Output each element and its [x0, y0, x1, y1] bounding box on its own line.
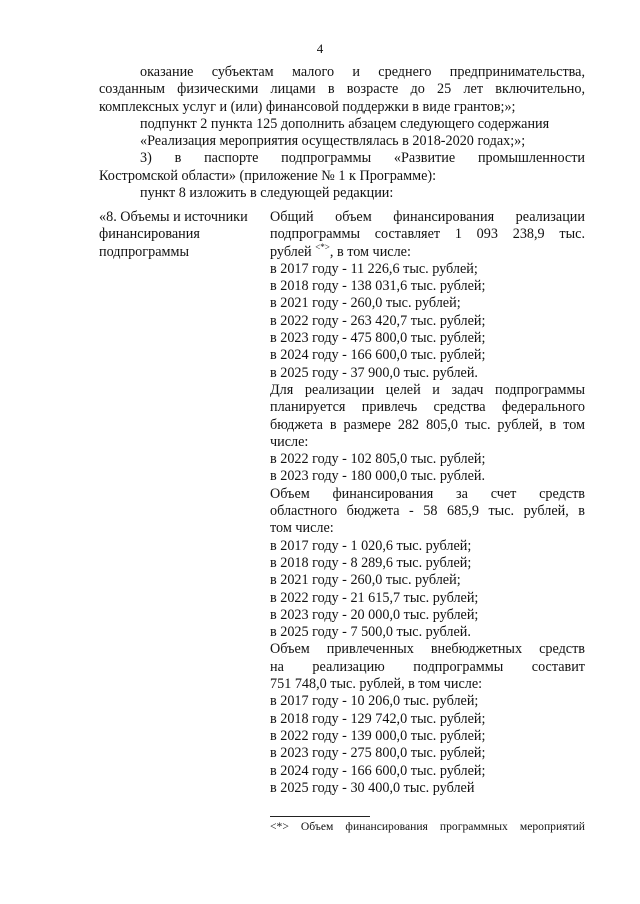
text-line: Объем финансирования за счет средств	[270, 485, 585, 502]
text-line: бюджета в размере 282 805,0 тыс. рублей, в том	[270, 416, 585, 433]
text-line: 751 748,0 тыс. рублей, в том числе:	[270, 676, 483, 693]
text-line: созданным физическими лицами в возрасте до 25 лет включительно,	[99, 81, 585, 98]
list-item: в 2022 году - 102 805,0 тыс. рублей;	[270, 451, 486, 468]
text-line: областного бюджета - 58 685,9 тыс. рублей, в	[270, 503, 585, 520]
list-item: в 2017 году - 11 226,6 тыс. рублей;	[270, 260, 478, 277]
text-line: Объем привлеченных внебюджетных средств	[270, 641, 585, 658]
footnote-mark: <*>	[315, 241, 330, 252]
label-line: подпрограммы	[99, 243, 189, 260]
text-line: пункт 8 изложить в следующей редакции:	[140, 185, 394, 202]
text-line: на реализацию подпрограммы составит	[270, 658, 585, 675]
list-item: в 2025 году - 7 500,0 тыс. рублей.	[270, 624, 471, 641]
list-item: в 2025 году - 30 400,0 тыс. рублей	[270, 779, 475, 796]
text-fragment: , в том числе:	[329, 243, 411, 260]
passport-item-label	[99, 209, 264, 261]
text-line: Общий объем финансирования реализации	[270, 209, 585, 225]
list-item: в 2022 году - 139 000,0 тыс. рублей;	[270, 727, 486, 744]
text-line: том числе:	[270, 520, 334, 537]
text-line: Костромской области» (приложение № 1 к Программе):	[99, 167, 437, 184]
text-line	[270, 241, 585, 261]
passport-item-value	[270, 209, 585, 797]
label-line: финансирования	[99, 226, 200, 243]
list-item: в 2022 году - 263 420,7 тыс. рублей;	[270, 312, 486, 329]
list-item: в 2018 году - 129 742,0 тыс. рублей;	[270, 710, 486, 727]
text-line: комплексных услуг и (или) финансовой поддержки в виде грантов;»;	[99, 98, 516, 115]
text-line: «Реализация мероприятия осуществлялась в 2018-2020 годах;»;	[140, 133, 526, 150]
list-item: в 2024 году - 166 600,0 тыс. рублей;	[270, 762, 486, 779]
footnote-text: <*> Объем финансирования программных мероприятий	[270, 820, 585, 833]
list-item: в 2018 году - 8 289,6 тыс. рублей;	[270, 554, 472, 571]
label-line: «8. Объемы и источники	[99, 209, 248, 225]
intro-text	[99, 64, 585, 202]
page-number: 4	[316, 41, 324, 56]
list-item: в 2025 году - 37 900,0 тыс. рублей.	[270, 364, 478, 381]
footnote-separator	[270, 816, 370, 817]
list-item: в 2024 году - 166 600,0 тыс. рублей;	[270, 347, 486, 364]
list-item: в 2022 году - 21 615,7 тыс. рублей;	[270, 589, 479, 606]
list-item: в 2021 году - 260,0 тыс. рублей;	[270, 295, 461, 312]
list-item: в 2023 году - 180 000,0 тыс. рублей.	[270, 468, 486, 485]
list-item: в 2018 году - 138 031,6 тыс. рублей;	[270, 278, 486, 295]
text-line: подпункт 2 пункта 125 дополнить абзацем следующего содержания	[140, 115, 550, 132]
list-item: в 2023 году - 275 800,0 тыс. рублей;	[270, 745, 486, 762]
list-item: в 2023 году - 20 000,0 тыс. рублей;	[270, 606, 479, 623]
text-line: числе:	[270, 433, 309, 450]
text-fragment: рублей	[270, 243, 316, 260]
text-line: Для реализации целей и задач подпрограммы	[270, 381, 585, 398]
text-line: 3) в паспорте подпрограммы «Развитие промышленности	[140, 150, 585, 167]
text-line: планируется привлечь средства федерального	[270, 399, 585, 416]
list-item: в 2017 году - 10 206,0 тыс. рублей;	[270, 693, 479, 710]
text-line: оказание субъектам малого и среднего предпринимательства,	[140, 64, 585, 80]
list-item: в 2023 году - 475 800,0 тыс. рублей;	[270, 330, 486, 347]
list-item: в 2017 году - 1 020,6 тыс. рублей;	[270, 537, 472, 554]
list-item: в 2021 году - 260,0 тыс. рублей;	[270, 572, 461, 589]
text-line: подпрограммы составляет 1 093 238,9 тыс.	[270, 226, 585, 243]
